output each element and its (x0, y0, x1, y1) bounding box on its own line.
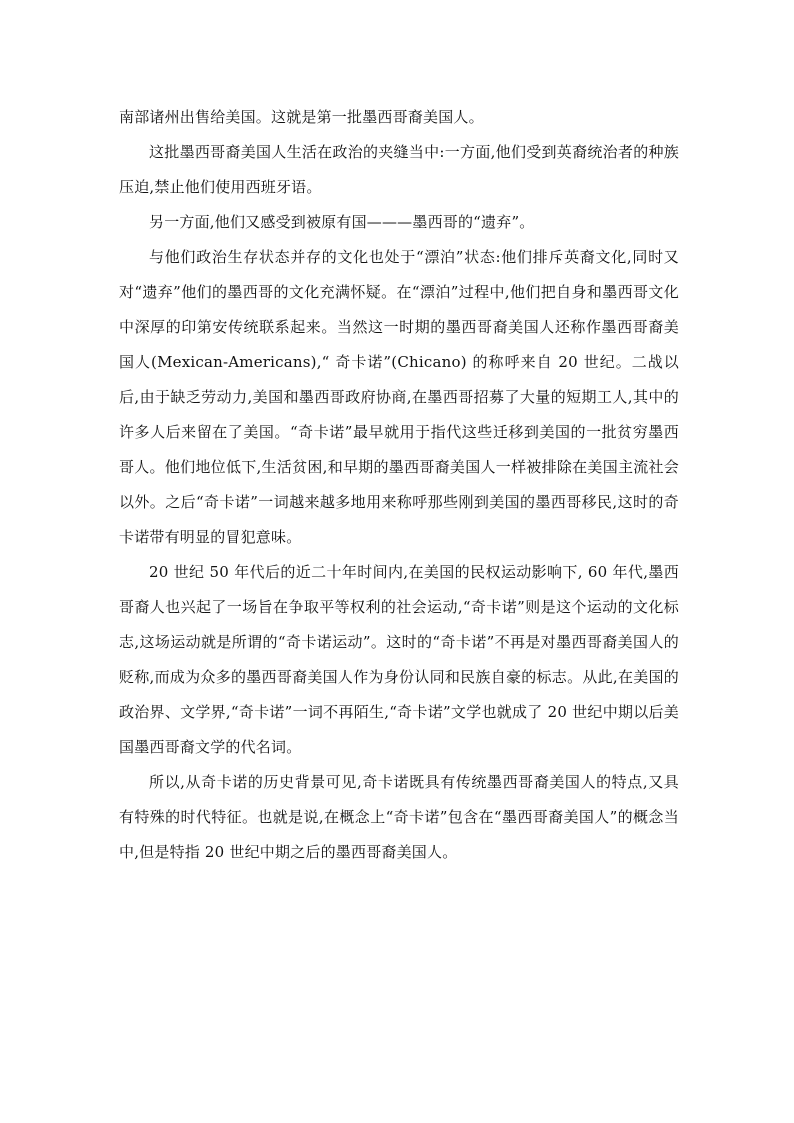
paragraph-4: 与他们政治生存状态并存的文化也处于“漂泊”状态:他们排斥英裔文化,同时又对“遗弃”他们的墨西哥的文化充满怀疑。在“漂泊”过程中,他们把自身和墨西哥文化中深厚的印第安传统联系起来。当然这一时期的墨西哥裔美国人还称作墨西哥裔美国人(Mexican-Americans),“ 奇卡诺”(Chicano) 的称呼来自 20 世纪。二战以后,由于缺乏劳动力,美国和墨西哥政府协商,在墨西哥招募了大量的短期工人,其中的许多人后来留在了美国。“奇卡诺”最早就用于指代这些迁移到美国的一批贫穷墨西哥人。他们地位低下,生活贫困,和早期的墨西哥裔美国人一样被排除在美国主流社会以外。之后“奇卡诺”一词越来越多地用来称呼那些刚到美国的墨西哥移民,这时的奇卡诺带有明显的冒犯意味。 (119, 248, 679, 546)
paragraph-6: 所以,从奇卡诺的历史背景可见,奇卡诺既具有传统墨西哥裔美国人的特点,又具有特殊的时代特征。也就是说,在概念上“奇卡诺”包含在“墨西哥裔美国人”的概念当中,但是特指 20 世纪中期之后的墨西哥裔美国人。 (119, 773, 679, 861)
paragraph-1: 南部诸州出售给美国。这就是第一批墨西哥裔美国人。 (119, 108, 484, 126)
paragraph-2: 这批墨西哥裔美国人生活在政治的夹缝当中:一方面,他们受到英裔统治者的种族压迫,禁止他们使用西班牙语。 (119, 143, 679, 196)
document-body (119, 100, 679, 870)
paragraph-5: 20 世纪 50 年代后的近二十年时间内,在美国的民权运动影响下, 60 年代,墨西哥裔人也兴起了一场旨在争取平等权利的社会运动,“奇卡诺”则是这个运动的文化标志,这场运动就是所谓的“奇卡诺运动”。这时的“奇卡诺”不再是对墨西哥裔美国人的贬称,而成为众多的墨西哥裔美国人作为身份认同和民族自豪的标志。从此,在美国的政治界、文学界,“奇卡诺”一词不再陌生,“奇卡诺”文学也就成了 20 世纪中期以后美国墨西哥裔文学的代名词。 (119, 563, 679, 756)
paragraph-3: 另一方面,他们又感受到被原有国———墨西哥的“遗弃”。 (149, 213, 535, 231)
